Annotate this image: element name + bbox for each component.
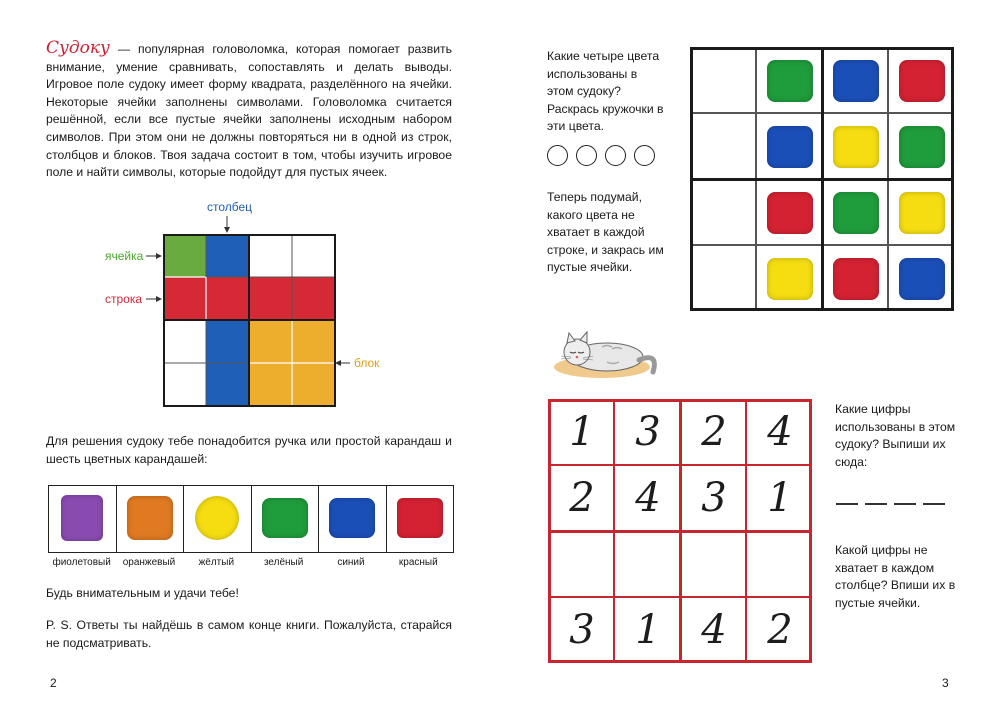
page-number-right: 3: [942, 676, 949, 690]
pencil-swatches: [48, 485, 454, 553]
digit-question: Какие цифры использованы в этом судоку? Выпиши их сюда:: [835, 402, 956, 469]
row-label: строка: [105, 292, 143, 306]
page-number-left: 2: [50, 676, 57, 690]
digit-value: 1: [569, 409, 595, 455]
swatch-label: зелёный: [263, 557, 304, 568]
cell-label: ячейка: [105, 249, 144, 263]
answer-blank[interactable]: [894, 503, 916, 505]
color-task: Теперь подумай, какого цвета не хватает в каждой строке, и закрась им пустые ячейки.: [547, 190, 664, 275]
swatch-label: оранжевый: [122, 557, 176, 568]
swatch-label: красный: [398, 557, 438, 568]
answer-blank[interactable]: [865, 503, 887, 505]
swatch-cell: [49, 486, 117, 552]
digit-value: 4: [701, 607, 727, 653]
sudoku-title: Судоку: [46, 38, 110, 58]
block-label: блок: [354, 356, 380, 370]
color-grid-divider: [690, 178, 954, 181]
answer-blank[interactable]: [923, 503, 945, 505]
answer-circle[interactable]: [547, 145, 568, 166]
digit-task: Какой цифры не хватает в каждом столбце? Впиши их в пустые ячейки.: [835, 543, 956, 610]
digit-value: 3: [569, 607, 595, 653]
color-sudoku-grid: [690, 47, 954, 311]
swatch-label: жёлтый: [198, 557, 235, 568]
digit-value: 1: [635, 607, 661, 653]
answer-blank[interactable]: [836, 503, 858, 505]
pencils-text: Для решения судоку тебе понадобится ручка или простой карандаш и шесть цветных карандашей:: [46, 434, 452, 466]
digit-grid-divider: [548, 530, 812, 533]
digit-answer-blanks: [836, 503, 956, 507]
swatch-cell: [252, 486, 320, 552]
digit-value: 4: [767, 409, 793, 455]
swatch-cell: [319, 486, 387, 552]
digit-value: 1: [767, 475, 793, 521]
digit-sudoku-grid: [548, 399, 812, 663]
intro-text: — популярная головоломка, которая помогает развить внимание, умение сравнивать, сопоставлять и делать выводы. Игровое поле судоку имеет форму квадрата, разделённого на ячейки. Некоторые ячейки заполнены символами. Головоломка считается решённой, если все пустые ячейки заполнены исходным набором символов. При этом они не должны повторяться ни в одной из строк, столбцов и блоков. Твоя задача состоит в том, чтобы изучить игровое поле и найти символы, которые подойдут для пустых ячеек.: [46, 42, 452, 180]
swatch-label: синий: [337, 557, 365, 568]
digit-value: 4: [635, 475, 661, 521]
ps-text: P. S. Ответы ты найдёшь в самом конце книги. Пожалуйста, старайся не подсматривать.: [46, 618, 452, 650]
digit-value: 2: [767, 607, 793, 653]
swatch-cell: [184, 486, 252, 552]
color-question: Какие четыре цвета использованы в этом судоку? Раскрась кружочки в эти цвета.: [547, 49, 664, 134]
sudoku-structure-diagram: [163, 234, 339, 410]
swatch-yellow: [195, 496, 239, 540]
digit-value: 3: [701, 475, 727, 521]
good-luck-text: Будь внимательным и удачи тебе!: [46, 586, 239, 600]
swatch-labels: [48, 557, 452, 568]
swatch-label: фиолетовый: [52, 557, 111, 568]
swatch-orange: [127, 496, 173, 540]
answer-circle[interactable]: [576, 145, 597, 166]
answer-circle[interactable]: [634, 145, 655, 166]
digit-value: 3: [635, 409, 661, 455]
swatch-cell: [387, 486, 454, 552]
swatch-blue: [329, 498, 375, 538]
column-label: столбец: [207, 200, 253, 214]
swatch-purple: [61, 495, 103, 541]
digit-value: 2: [569, 475, 595, 521]
answer-circles: [547, 145, 667, 169]
swatch-green: [262, 498, 308, 538]
swatch-red: [397, 498, 443, 538]
swatch-cell: [117, 486, 185, 552]
cat-illustration: [547, 322, 662, 382]
answer-circle[interactable]: [605, 145, 626, 166]
digit-value: 2: [701, 409, 727, 455]
